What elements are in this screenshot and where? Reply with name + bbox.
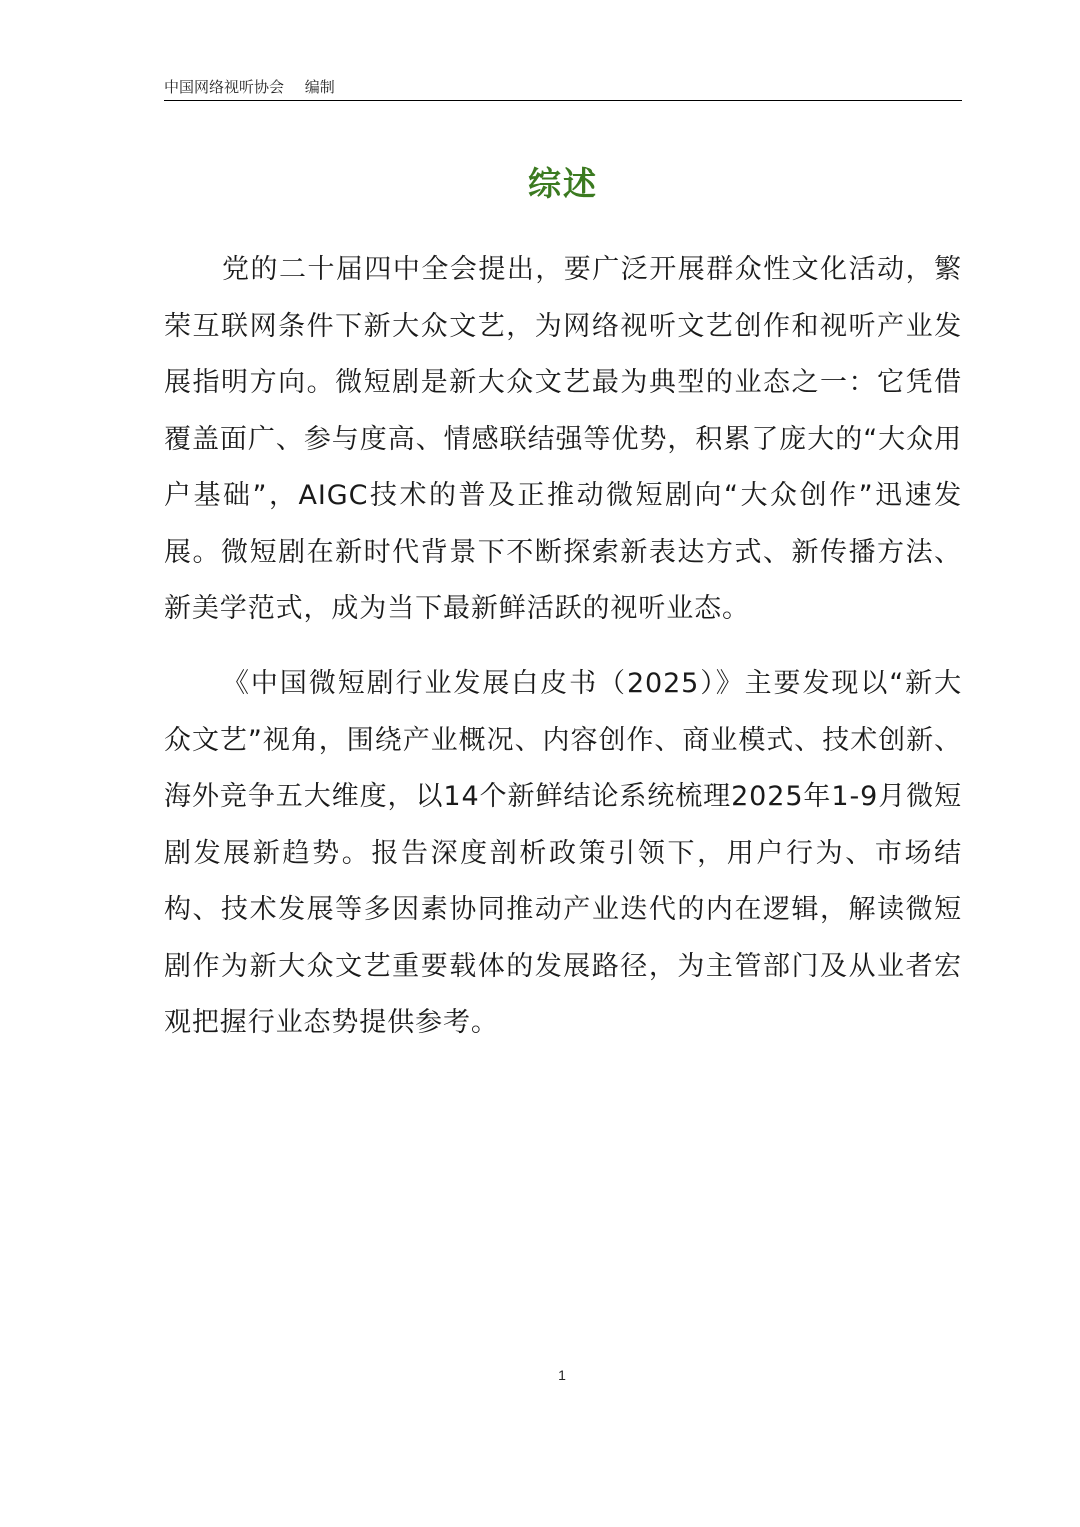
running-header: [164, 76, 962, 98]
body-paragraph-1: 党的二十届四中全会提出，要广泛开展群众性文化活动，繁荣互联网条件下新大众文艺，为网络视听文艺创作和视听产业发展指明方向。微短剧是新大众文艺最为典型的业态之一：它凭借覆盖面广、参与度高、情感联结强等优势，积累了庞大的“大众用户基础”，AIGC技术的普及正推动微短剧向“大众创作”迅速发展。微短剧在新时代背景下不断探索新表达方式、新传播方法、新美学范式，成为当下最新鲜活跃的视听业态。: [164, 254, 962, 624]
header-role: 编制: [304, 78, 335, 96]
page-number: 1: [558, 1367, 566, 1383]
header-divider: [164, 100, 962, 101]
body-paragraph-2: 《中国微短剧行业发展白皮书（2025）》主要发现以“新大众文艺”视角，围绕产业概况、内容创作、商业模式、技术创新、海外竞争五大维度，以14个新鲜结论系统梳理2025年1-9月微短剧发展新趋势。报告深度剖析政策引领下，用户行为、市场结构、技术发展等多因素协同推动产业迭代的内在逻辑，解读微短剧作为新大众文艺重要载体的发展路径，为主管部门及从业者宏观把握行业态势提供参考。: [164, 668, 962, 1038]
header-organization: 中国网络视听协会: [164, 78, 285, 96]
page-title: 综述: [528, 164, 598, 204]
